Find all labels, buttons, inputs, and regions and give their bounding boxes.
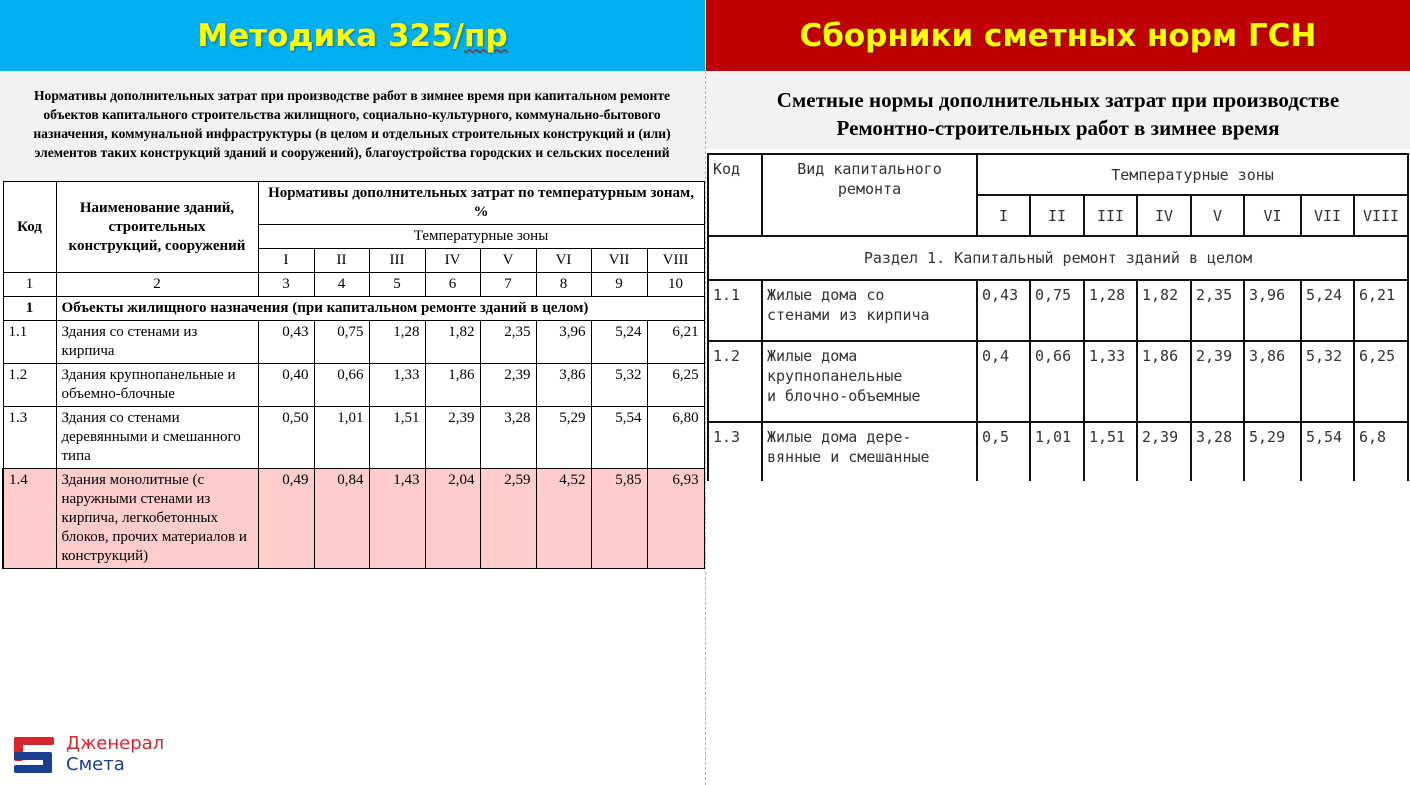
row-name-line: крупнопанельные [767,367,903,385]
right-norms-table [707,153,1409,481]
logo-line: Дженерал [66,733,165,754]
row-value: 6,21 [1354,280,1408,341]
left-header-title: Методика 325/пр [197,17,508,54]
row-name-line: стенами из кирпича [767,306,930,324]
row-value: 6,25 [647,364,704,407]
column-number: 10 [647,273,704,297]
row-name: Здания крупнопанельные и объемно-блочные [56,364,258,407]
right-table-area [706,149,1410,481]
row-value: 5,85 [591,469,647,569]
table-header-row [3,182,704,225]
row-name-line: Жилые дома дере- [767,428,912,446]
row-value: 2,39 [425,407,480,469]
header-code: Код [3,182,56,273]
zone-label: VII [1301,195,1354,236]
section-title: Объекты жилищного назначения (при капитальном ремонте зданий в целом) [56,297,704,321]
row-value: 0,40 [258,364,314,407]
row-value: 1,86 [425,364,480,407]
row-value: 1,28 [369,321,425,364]
row-value: 5,24 [1301,280,1354,341]
row-name [762,422,977,481]
row-value: 6,21 [647,321,704,364]
row-value: 0,43 [977,280,1030,341]
row-value: 5,32 [591,364,647,407]
row-value: 4,52 [536,469,591,569]
row-value: 3,86 [536,364,591,407]
row-value: 1,33 [369,364,425,407]
row-code: 1.3 [708,422,762,481]
row-value: 2,39 [1137,422,1191,481]
row-value: 6,80 [647,407,704,469]
row-value: 2,35 [1191,280,1244,341]
row-value: 0,84 [314,469,369,569]
zone-label: II [1030,195,1084,236]
general-smeta-logo-icon [12,735,56,775]
row-value: 0,49 [258,469,314,569]
row-code: 1.2 [708,341,762,422]
row-value: 1,01 [314,407,369,469]
row-code: 1.3 [3,407,56,469]
table-row [3,364,704,407]
row-name [762,280,977,341]
row-value: 0,75 [314,321,369,364]
row-value: 2,04 [425,469,480,569]
zone-label: I [258,249,314,273]
row-name-line: Жилые дома со [767,286,885,304]
section-row [3,297,704,321]
row-value: 2,59 [480,469,536,569]
table-row [708,422,1408,481]
column-number: 5 [369,273,425,297]
zone-label: VII [591,249,647,273]
header-code: Код [708,154,762,236]
table-row [708,341,1408,422]
row-value: 2,39 [480,364,536,407]
left-caption: Нормативы дополнительных затрат при производстве работ в зимнее время при капитальном ремонте объектов капитального строительства жилищного, социально-культурного, коммунально-бытового назначения, коммунальной инфраструктуры (в целом и отдельных строительных конструкций и (или) элементов таких конструкций зданий и сооружений), благоустройства городских и сельских поселений [33,88,671,160]
row-code: 1.1 [3,321,56,364]
zone-label: VIII [647,249,704,273]
right-caption [706,86,1410,142]
header-name [762,154,977,236]
row-value: 0,75 [1030,280,1084,341]
table-header-row [708,154,1408,195]
zone-label: VI [1244,195,1301,236]
row-value: 3,28 [1191,422,1244,481]
left-header [0,0,705,71]
zone-label: VI [536,249,591,273]
row-value: 1,82 [425,321,480,364]
left-norms-table [2,181,705,569]
column-number: 8 [536,273,591,297]
column-number: 9 [591,273,647,297]
zone-label: I [977,195,1030,236]
row-value: 6,93 [647,469,704,569]
right-caption-line: Ремонтно-строительных работ в зимнее время [836,116,1280,140]
row-name-line: вянные и смешанные [767,448,930,466]
header-zones: Температурные зоны [258,225,704,249]
row-value: 1,28 [1084,280,1137,341]
zone-label: III [369,249,425,273]
right-header [706,0,1410,71]
row-value: 5,24 [591,321,647,364]
row-value: 0,66 [1030,341,1084,422]
column-number-row [3,273,704,297]
table-row [3,407,704,469]
row-value: 1,51 [1084,422,1137,481]
logo-line: Смета [66,754,125,775]
zone-label: IV [1137,195,1191,236]
zone-label: IV [425,249,480,273]
column-number: 2 [56,273,258,297]
header-norms: Нормативы дополнительных затрат по температурным зонам, % [258,182,704,225]
column-number: 1 [3,273,56,297]
row-name: Здания со стенами из кирпича [56,321,258,364]
row-value: 3,96 [1244,280,1301,341]
column-number: 4 [314,273,369,297]
row-value: 3,86 [1244,341,1301,422]
header-zones: Температурные зоны [977,154,1408,195]
row-name: Здания со стенами деревянными и смешанного типа [56,407,258,469]
row-value: 6,25 [1354,341,1408,422]
row-value: 1,33 [1084,341,1137,422]
row-value: 5,54 [591,407,647,469]
row-value: 5,29 [1244,422,1301,481]
column-number: 7 [480,273,536,297]
row-value: 0,50 [258,407,314,469]
row-name: Здания монолитные (с наружными стенами из кирпича, легкобетонных блоков, прочих материалов и конструкций) [56,469,258,569]
zone-label: V [480,249,536,273]
column-number: 6 [425,273,480,297]
row-value: 1,43 [369,469,425,569]
header-name: Наименование зданий, строительных конструкций, сооружений [56,182,258,273]
header-name-line: Вид капитального [797,160,942,178]
row-value: 1,82 [1137,280,1191,341]
row-name-line: Жилые дома [767,347,858,365]
zone-label: V [1191,195,1244,236]
section-row [708,236,1408,280]
row-value: 1,01 [1030,422,1084,481]
logo-text [66,733,164,775]
row-code: 1.1 [708,280,762,341]
header-name-line: ремонта [837,180,902,198]
zone-label: III [1084,195,1137,236]
row-code: 1.4 [3,469,56,569]
table-row [3,321,704,364]
row-value: 0,4 [977,341,1030,422]
zone-label: VIII [1354,195,1408,236]
row-value: 3,96 [536,321,591,364]
row-value: 6,8 [1354,422,1408,481]
row-value: 0,66 [314,364,369,407]
row-value: 5,32 [1301,341,1354,422]
section-code: 1 [3,297,56,321]
row-value: 1,86 [1137,341,1191,422]
row-value: 5,54 [1301,422,1354,481]
row-name-line: и блочно-объемные [767,387,921,405]
row-code: 1.2 [3,364,56,407]
row-value: 0,43 [258,321,314,364]
row-name [762,341,977,422]
zone-label: II [314,249,369,273]
row-value: 0,5 [977,422,1030,481]
column-number: 3 [258,273,314,297]
row-value: 2,35 [480,321,536,364]
section-title: Раздел 1. Капитальный ремонт зданий в целом [708,236,1408,280]
row-value: 1,51 [369,407,425,469]
row-value: 5,29 [536,407,591,469]
row-value: 3,28 [480,407,536,469]
row-value: 2,39 [1191,341,1244,422]
right-header-title: Сборники сметных норм ГСН [799,17,1317,54]
table-row [708,280,1408,341]
right-caption-line: Сметные нормы дополнительных затрат при производстве [776,88,1340,112]
table-row-highlighted [3,469,704,569]
